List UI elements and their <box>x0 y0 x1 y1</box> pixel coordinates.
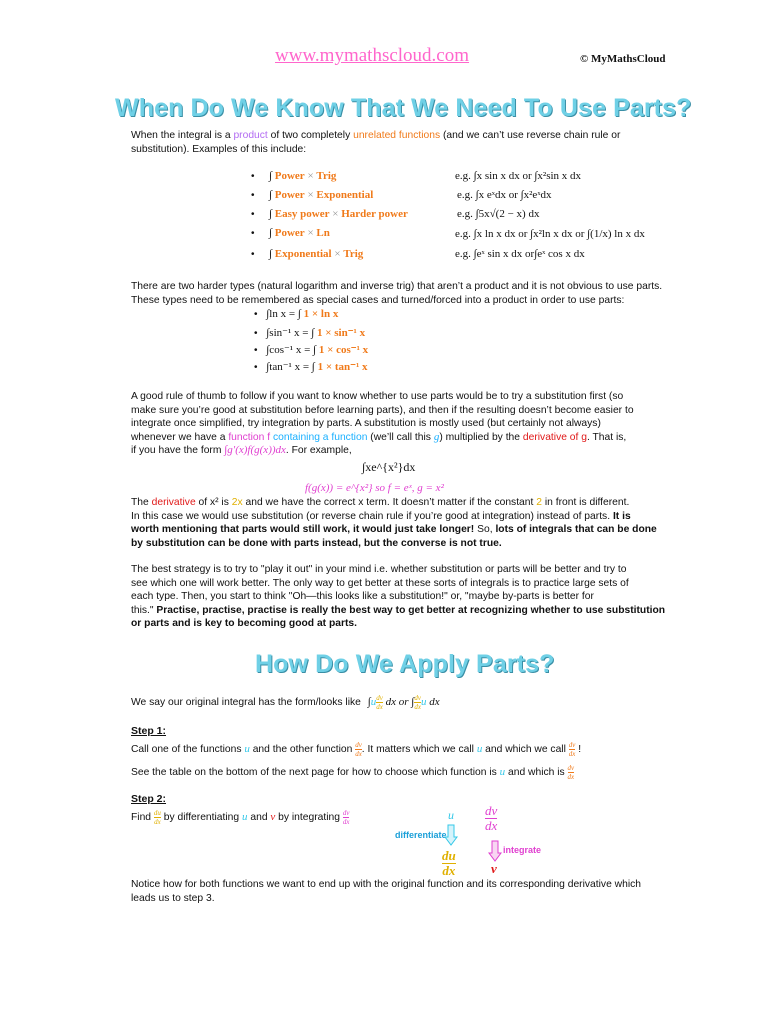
example-eg: e.g. ∫x sin x dx or ∫x²sin x dx <box>455 170 582 182</box>
paragraph-text: So, <box>474 524 496 536</box>
paragraph-text: and which we call <box>482 744 569 756</box>
example-label: Exponential <box>274 248 332 260</box>
paragraph-text: See the table on the bottom of the next page for how to choose which function is <box>131 767 500 779</box>
paragraph-text: of x² is <box>195 497 232 508</box>
constant-two: 2 <box>536 497 542 508</box>
best-strategy-paragraph <box>131 563 731 631</box>
list-item <box>254 343 368 356</box>
section-title-how: How Do We Apply Parts? <box>255 650 555 678</box>
list-item: • ∫ Power × Ln <box>251 227 330 239</box>
containing-function-term: containing a function <box>270 431 368 443</box>
bullet-icon: • <box>251 228 255 239</box>
two-x-term: 2x <box>231 497 243 508</box>
paragraph-text: make sure you’re good at substitution before learning parts), and then if the resulting doesn’t become easier to <box>131 404 634 416</box>
bullet-icon: • <box>251 171 255 182</box>
bold-text: worth mentioning that parts would still work, it would just take longer! <box>131 524 475 536</box>
bold-text: by substitution can be done with parts instead, but the converse is not true. <box>131 537 502 549</box>
bullet-icon: • <box>254 309 258 320</box>
example-label: Ln <box>316 227 330 239</box>
special-rhs: 1 × sin⁻¹ x <box>317 327 366 339</box>
example-label: Easy power <box>274 208 330 220</box>
du-dx-fraction: $\frac{du}{dx}$ <box>153 809 161 826</box>
paragraph-text: in front is different. <box>541 497 630 508</box>
example-eg: e.g. ∫x eˣdx or ∫x²eˣdx <box>457 189 552 201</box>
example-integral: ∫xe^{x²}dx <box>362 460 416 474</box>
paragraph-text: The <box>131 497 152 508</box>
down-arrow-icon <box>488 840 502 862</box>
paragraph-text: integrate once simplified, try integration by parts. A substitution is mostly used (but certainly not always) <box>131 418 601 430</box>
special-lhs: ∫tan⁻¹ x = ∫ <box>266 361 315 373</box>
paragraph-text: . For example, <box>285 445 352 457</box>
bullet-icon: • <box>254 362 258 373</box>
special-lhs: ∫sin⁻¹ x = ∫ <box>266 327 315 339</box>
list-item: • ∫ Power × Exponential <box>251 189 374 201</box>
bullet-icon: • <box>254 328 258 339</box>
bullet-icon: • <box>251 190 255 201</box>
function-f-term: function f <box>228 431 271 443</box>
example-eg: e.g. ∫5x√(2 − x) dx <box>457 208 540 220</box>
g-term: g <box>433 430 440 443</box>
special-lhs: ∫ln x = ∫ <box>266 308 301 320</box>
paragraph-text: ) multiplied by the <box>439 431 523 443</box>
example-substitution: f(g(x)) = e^{x²} so f = eˣ, g = x² <box>305 482 444 494</box>
paragraph-text: see which one will work better. The only way to get better at these sorts of integrals is to practice large sets of <box>131 577 629 589</box>
bullet-icon: • <box>251 249 255 260</box>
paragraph-text: Find <box>131 812 154 824</box>
example-label: Exponential <box>316 189 374 201</box>
paragraph-text: These types need to be remembered as special cases and turned/forced into a product in order to use parts: <box>131 294 625 306</box>
diagram-du-dx: du dx <box>442 848 456 878</box>
rule-of-thumb-paragraph <box>131 390 731 458</box>
list-item: • ∫ Easy power × Harder power <box>251 208 408 220</box>
form-line: We say our original integral has the form/looks like ∫u $\frac{dv}{dx}$ dx or ∫ $\frac{dv}{dx}$ u dx <box>131 694 440 711</box>
bullet-icon: • <box>251 209 255 220</box>
step2-line <box>131 809 349 826</box>
bold-text: lots of integrals that can be done <box>495 524 657 536</box>
paragraph-text: There are two harder types (natural logarithm and inverse trig) that aren’t a product and it is not obvious to use parts. <box>131 281 663 292</box>
harder-types-paragraph <box>131 280 731 307</box>
diagram-integrate-label: integrate <box>503 845 542 855</box>
paragraph-text: by differentiating <box>160 812 242 824</box>
special-lhs: ∫cos⁻¹ x = ∫ <box>266 344 317 356</box>
intro-text: of two completely <box>267 130 354 141</box>
paragraph-text: (we’ll call this <box>367 431 434 443</box>
diagram-differentiate-label: differentiate <box>395 830 447 840</box>
down-arrow-icon <box>444 824 458 846</box>
paragraph-text: . That is, <box>586 431 627 443</box>
special-rhs: 1 × cos⁻¹ x <box>318 344 369 356</box>
list-item: • ∫ Exponential × Trig <box>251 248 364 260</box>
paragraph-text: leads us to step 3. <box>131 892 215 904</box>
section-title-when: When Do We Know That We Need To Use Parts? <box>115 94 692 122</box>
paragraph-text: and <box>247 812 271 824</box>
example-label: Trig <box>316 170 337 182</box>
paragraph-text: and which is <box>505 767 568 779</box>
v-symbol: v <box>270 811 276 824</box>
paragraph-text: A good rule of thumb to follow if you want to know whether to use parts would be to try a substitution first (so <box>131 391 624 402</box>
paragraph-text: if you have the form <box>131 445 225 457</box>
paragraph-text: . It matters which we call <box>361 744 477 756</box>
paragraph-text: Call one of the functions <box>131 744 245 756</box>
intro-product-word: product <box>233 130 268 141</box>
derivative-paragraph <box>131 496 731 550</box>
paragraph-text: Notice how for both functions we want to end up with the original function and its corresponding derivative which <box>131 879 641 890</box>
u-symbol: u <box>370 696 377 709</box>
example-label: Trig <box>343 248 364 260</box>
dv-dx-fraction: $\frac{dv}{dx}$ <box>355 741 362 758</box>
bold-text: Practise, practise, practise is really the best way to get better at recognizing whether to use substitution <box>156 604 666 616</box>
intro-unrelated-word: unrelated functions <box>353 130 441 141</box>
special-rhs: 1 × ln x <box>303 308 339 320</box>
paragraph-text: and the other function <box>249 744 356 756</box>
paragraph-text: ! <box>575 744 582 756</box>
derivative-word: derivative <box>151 497 196 508</box>
diagram-v: v <box>491 861 497 876</box>
bold-text: or parts and is key to becoming good at parts. <box>131 618 357 630</box>
step1-line1 <box>131 741 581 758</box>
diagram-u: u <box>448 808 454 822</box>
paragraph-text: and we have the correct x term. It doesn’t matter if the constant <box>242 497 537 508</box>
dv-dx-fraction: $\frac{dv}{dx}$ <box>376 694 383 711</box>
website-link[interactable]: www.mymathscloud.com <box>275 45 470 66</box>
paragraph-text: In this case we would use substitution (or reverse chain rule if you’re good at integration) instead of parts. <box>131 510 611 522</box>
u-symbol: u <box>499 766 506 779</box>
example-label: Power <box>274 227 305 239</box>
step1-line2 <box>131 764 574 781</box>
dv-dx-fraction: $\frac{dv}{dx}$ <box>568 741 576 758</box>
paragraph-text: The best strategy is to try to "play it out" in your mind i.e. whether substitution or parts will be better and try to <box>131 564 627 575</box>
step1-title: Step 1: <box>131 725 167 737</box>
example-label: Power <box>274 189 305 201</box>
example-label: Harder power <box>341 208 408 220</box>
diagram-dv-dx: dv dx <box>485 803 498 833</box>
paragraph-text: We say our original integral has the form/looks like <box>131 697 361 709</box>
intro-paragraph <box>131 129 701 156</box>
paragraph-text: whenever we have a <box>131 431 229 443</box>
intro-text: When the integral is a <box>131 130 234 141</box>
example-eg: e.g. ∫x ln x dx or ∫x²ln x dx or ∫(1/x) ln x dx <box>455 228 645 240</box>
example-eg: e.g. ∫eˣ sin x dx or∫eˣ cos x dx <box>455 248 585 260</box>
intro-text: substitution). Examples of this include: <box>131 143 307 155</box>
dv-dx-fraction: $\frac{dv}{dx}$ <box>567 764 575 781</box>
copyright-notice: © MyMathsCloud <box>580 53 666 65</box>
paragraph-text: each type. Then, you start to think "Oh—this looks like a substitution!" or, "maybe by-parts is better for <box>131 591 594 603</box>
dv-dx-fraction: $\frac{dv}{dx}$ <box>414 694 421 711</box>
notice-paragraph <box>131 878 731 905</box>
u-symbol: u <box>244 743 250 756</box>
bullet-icon: • <box>254 345 258 356</box>
u-symbol: u <box>242 811 248 824</box>
special-rhs: 1 × tan⁻¹ x <box>317 361 368 373</box>
dv-dx-fraction: $\frac{dv}{dx}$ <box>342 809 350 826</box>
substitution-form: ∫g′(x)f(g(x))dx <box>224 444 286 457</box>
paragraph-text: by integrating <box>275 812 343 824</box>
u-symbol: u <box>420 696 427 709</box>
intro-text: (and we can’t use reverse chain rule or <box>440 130 621 141</box>
paragraph-text: this." <box>131 604 157 616</box>
step2-title: Step 2: <box>131 793 167 805</box>
example-label: Power <box>274 170 305 182</box>
bold-text: It is <box>612 510 631 522</box>
derivative-of-g-term: derivative of g <box>522 431 587 443</box>
u-symbol: u <box>476 743 483 756</box>
list-item <box>254 360 368 373</box>
list-item <box>254 308 338 320</box>
list-item <box>254 326 365 339</box>
list-item: • ∫ Power × Trig <box>251 170 337 182</box>
